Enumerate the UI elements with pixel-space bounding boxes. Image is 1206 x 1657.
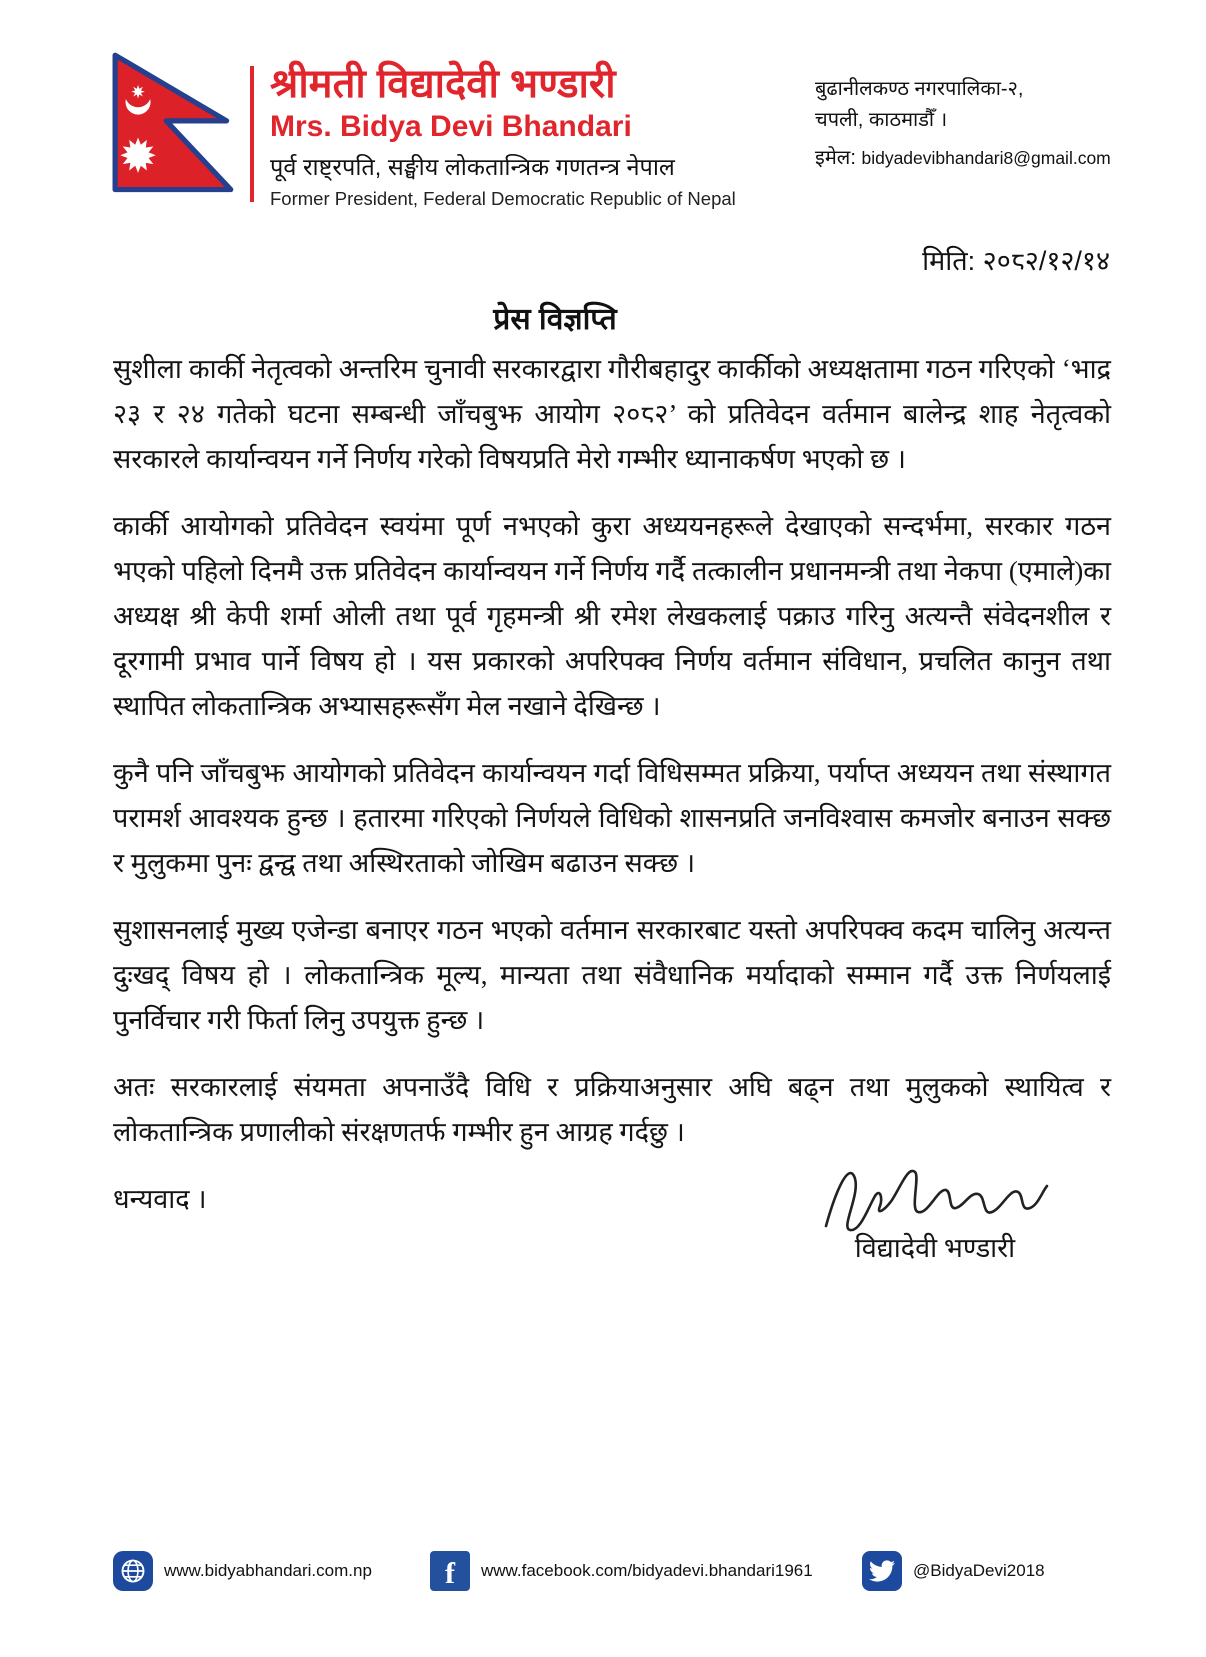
title-english: Former President, Federal Democratic Republic of Nepal bbox=[270, 188, 736, 210]
signature-name: विद्यादेवी भण्डारी bbox=[854, 1233, 1016, 1263]
title-nepali: पूर्व राष्ट्रपति, सङ्घीय लोकतान्त्रिक गणतन्त्र नेपाल bbox=[270, 154, 675, 180]
contact-address-line1: बुढानीलकण्ठ नगरपालिका-२, bbox=[815, 78, 1024, 100]
twitter-icon bbox=[862, 1551, 902, 1591]
globe-icon bbox=[113, 1551, 153, 1591]
date-line: मिति: २०८२/१२/१४ bbox=[922, 246, 1110, 276]
footer-facebook bbox=[430, 1551, 813, 1591]
email-label: इमेल: bbox=[815, 147, 856, 169]
website-url[interactable]: www.bidyabhandari.com.np bbox=[164, 1561, 372, 1580]
header-divider bbox=[250, 66, 254, 202]
paragraph-2: कार्की आयोगको प्रतिवेदन स्वयंमा पूर्ण नभएको कुरा अध्ययनहरूले देखाएको सन्दर्भमा, सरकार गठन भएको पहिलो दिनमै उक्त प्रतिवेदन कार्यान्वयन गर्ने निर्णय गर्दै तत्कालीन प्रधानमन्त्री तथा नेकपा (एमाले)का अध्यक्ष श्री केपी शर्मा ओली तथा पूर्व गृहमन्त्री श्री रमेश लेखकलाई पक्राउ गरिनु अत्यन्तै संवेदनशील र दूरगामी प्रभाव पार्ने विषय हो । यस प्रकारको अपरिपक्व निर्णय वर्तमान संविधान, प्रचलित कानुन तथा स्थापित लोकतान्त्रिक अभ्यासहरूसँग मेल नखाने देखिन्छ । bbox=[113, 511, 1111, 721]
email-address[interactable]: bidyadevibhandari8@gmail.com bbox=[861, 148, 1111, 168]
paragraph-4: सुशासनलाई मुख्य एजेन्डा बनाएर गठन भएको वर्तमान सरकारबाट यस्तो अपरिपक्व कदम चालिनु अत्यन्त दुःखद् विषय हो । लोकतान्त्रिक मूल्य, मान्यता तथा संवैधानिक मर्यादाको सम्मान गर्दै उक्त निर्णयलाई पुनर्विचार गरी फिर्ता लिनु उपयुक्त हुन्छ । bbox=[113, 915, 1111, 1035]
footer-website bbox=[113, 1551, 372, 1591]
contact-address-line2: चपली, काठमाडौँ । bbox=[815, 109, 948, 131]
masthead bbox=[270, 60, 736, 210]
footer-twitter bbox=[862, 1551, 1045, 1591]
facebook-icon: f bbox=[430, 1551, 470, 1591]
facebook-url[interactable]: www.facebook.com/bidyadevi.bhandari1961 bbox=[481, 1561, 813, 1580]
contact-email-row bbox=[815, 143, 1111, 174]
paragraph-3: कुनै पनि जाँचबुझ आयोगको प्रतिवेदन कार्यान्वयन गर्दा विधिसम्मत प्रक्रिया, पर्याप्त अध्ययन तथा संस्थागत परामर्श आवश्यक हुन्छ । हतारमा गरिएको निर्णयले विधिको शासनप्रति जनविश्वास कमजोर बनाउन सक्छ र मुलुकमा पुनः द्वन्द्व तथा अस्थिरताको जोखिम बढाउन सक्छ । bbox=[113, 758, 1111, 878]
nepal-flag-icon bbox=[112, 52, 237, 198]
paragraph-1: सुशीला कार्की नेतृत्वको अन्तरिम चुनावी सरकारद्वारा गौरीबहादुर कार्कीको अध्यक्षतामा गठन गरिएको ‘भाद्र २३ र २४ गतेको घटना सम्बन्धी जाँचबुझ आयोग २०८२’ को प्रतिवेदन वर्तमान बालेन्द्र शाह नेतृत्वको सरकारले कार्यान्वयन गर्ने निर्णय गरेको विषयप्रति मेरो गम्भीर ध्यानाकर्षण भएको छ । bbox=[113, 354, 1111, 474]
name-nepali: श्रीमती विद्यादेवी भण्डारी bbox=[270, 62, 616, 106]
contact-block bbox=[815, 74, 1111, 174]
letter-body bbox=[113, 347, 1111, 1244]
paragraph-5: अतः सरकारलाई संयमता अपनाउँदै विधि र प्रक्रियाअनुसार अघि बढ्न तथा मुलुकको स्थायित्व र लोकतान्त्रिक प्रणालीको संरक्षणतर्फ गम्भीर हुन आग्रह गर्दछु । bbox=[113, 1072, 1111, 1147]
closing-thanks: धन्यवाद । bbox=[113, 1184, 207, 1214]
name-english: Mrs. Bidya Devi Bhandari bbox=[270, 110, 632, 143]
press-release-title: प्रेस विज्ञप्ति bbox=[493, 303, 617, 336]
twitter-handle[interactable]: @BidyaDevi2018 bbox=[913, 1561, 1045, 1580]
